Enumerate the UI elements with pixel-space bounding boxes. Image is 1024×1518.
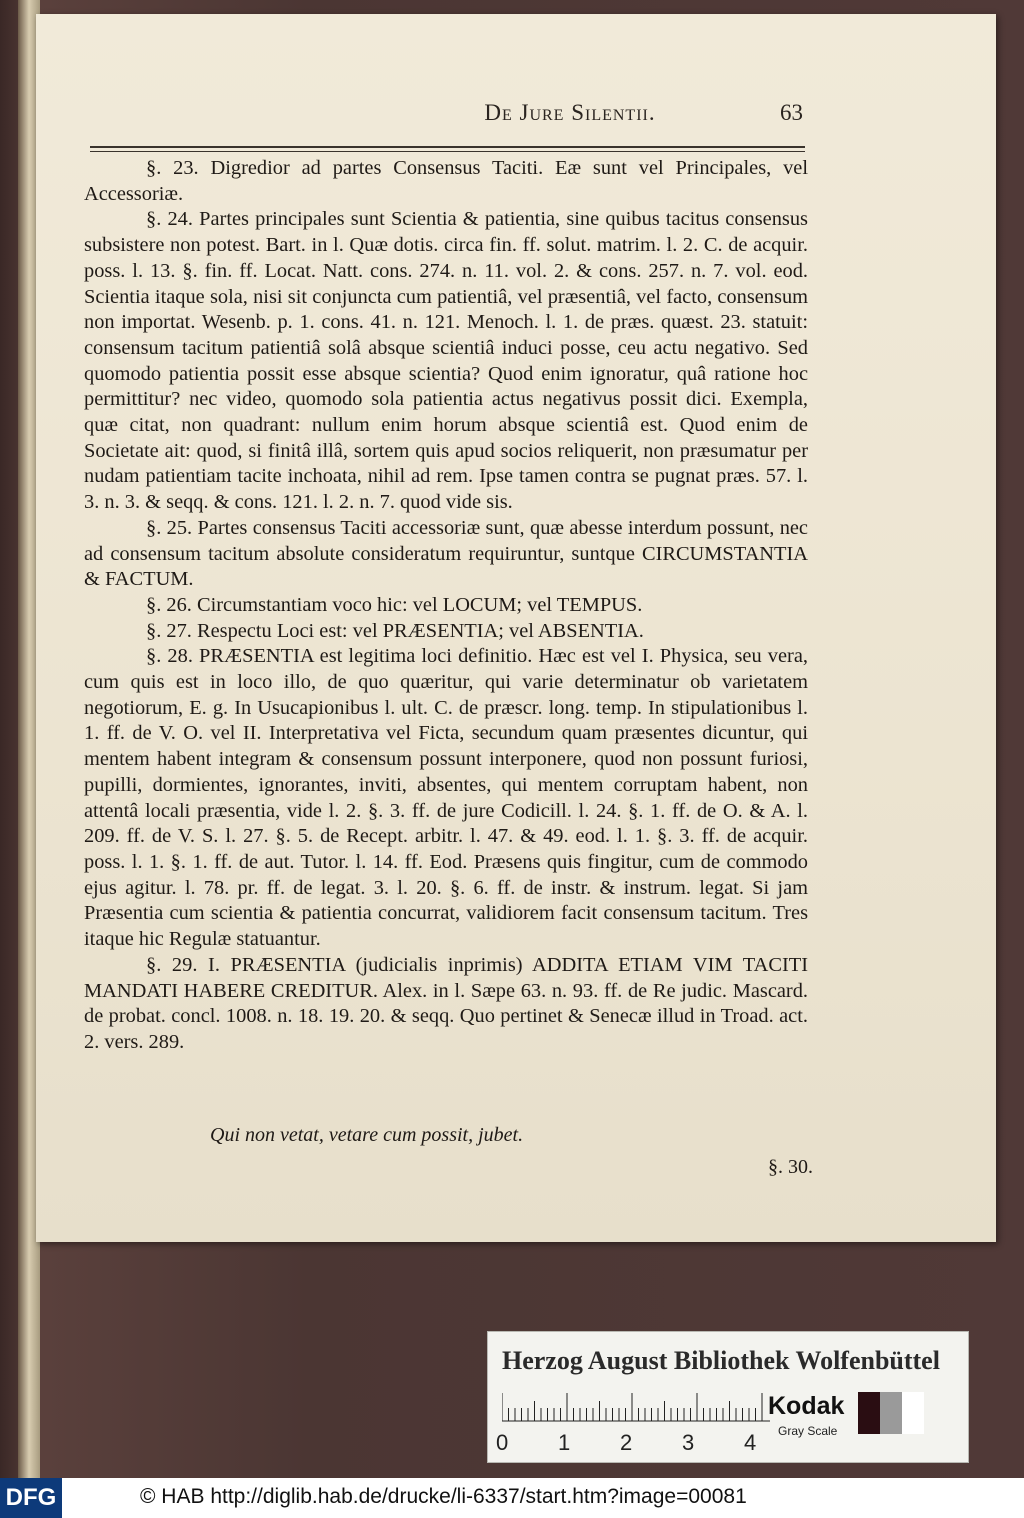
- gray-scale-label: Gray Scale: [778, 1424, 838, 1438]
- paragraph-29: §. 29. I. PRÆSENTIA (judicialis inprimis) ADDITA ETIAM VIM TACITI MANDATI HABERE CREDITUR. Alex. in l. Sæpe 63. n. 93. ff. de Re judic. Mascard. de probat. concl. 1008. n. 18. 19. 20. & seqq. Quo pertinet & Senecæ illud in Troad. act. 2. vers. 289.: [84, 953, 808, 1053]
- paragraph-25: §. 25. Partes consensus Taciti accessoriæ sunt, quæ abesse interdum possunt, nec ad consensum tacitum absolute consideratum requiruntur, suntque CIRCUMSTANTIA & FACTUM.: [84, 516, 808, 591]
- paragraph-24: §. 24. Partes principales sunt Scientia & patientia, sine quibus tacitus consensus subsistere non potest. Bart. in l. Quæ dotis. circa fin. ff. solut. matrim. l. 2. C. de acquir. poss. l. 13. §. fin. ff. Locat. Natt. cons. 274. n. 11. vol. 2. & cons. 257. n. 7. vol. eod. Scientia itaque sola, nisi sit conjuncta cum patientiâ, vel præsentiâ, vel facto, consensum non importat. Wesenb. p. 1. cons. 41. n. 121. Menoch. l. 1. de præs. quæst. 23. statuit: consensum tacitum patientiâ solâ absque scientiâ induci posse, ceu actu negativo. Sed quomodo patientia possit esse absque scientia? Quod enim ignoratur, quâ ratione hoc permittitur? nec video, quomodo sola patientia actus negativus possit dici. Exempla, quæ citat, non quadrant: nullum enim horum absque scientiâ est. Quod enim de Societate ait: quod, si finitâ illâ, sortem quis apud socios reliquerit, non præsumatur per nudam patientiam tacite inchoata, nihil ad rem. Ipse tamen contra se pugnat præs. 57. l. 3. n. 3. & seqq. & cons. 121. l. 2. n. 7. quod vide sis.: [84, 208, 808, 514]
- header-rule: [90, 146, 805, 152]
- swatch-white: [902, 1392, 924, 1434]
- ruler-number: 4: [744, 1430, 757, 1455]
- page-number: 63: [780, 100, 803, 125]
- dfg-logo: DFG: [0, 1478, 62, 1518]
- paragraph-28: §. 28. PRÆSENTIA est legitima loci definitio. Hæc est vel I. Physica, seu vera, cum quis est in loco illo, de quo quæritur, qui varie determinatur ob varietatem negotiorum, E. g. In Usucapionibus l. ult. C. de præscr. long. temp. In stipulationibus l. 1. ff. de V. O. vel II. Interpretativa vel Ficta, secundum quam præsentes dicuntur, qui mentem habent integram & consensum possunt interponere, quod non possunt furiosi, pupilli, dormientes, ignorantes, inviti, absentes, qui mentem corruptam habent, non attentâ locali præsentia, vide l. 2. §. 3. ff. de jure Codicill. l. 24. §. 1. ff. de O. & A. l. 209. ff. de V. S. l. 27. §. 5. de Recept. arbitr. l. 47. & 49. eod. l. 1. §. 3. ff. de acquir. poss. l. 1. §. 1. ff. de aut. Tutor. l. 14. ff. Eod. Præsens quis fingitur, cum de commodo ejus agitur. l. 78. pr. ff. de legat. 3. l. 20. §. 6. ff. de instr. & instrum. legat. Si jam Præsentia cum scientia & patientia concurrat, validiorem facit consensum tacitum. Tres itaque hic Regulæ statuantur.: [84, 645, 808, 951]
- ruler-number: 0: [496, 1430, 509, 1455]
- running-head: De Jure Silentii.: [484, 100, 656, 125]
- gray-scale-swatches: [858, 1392, 924, 1434]
- ruler-number: 1: [558, 1430, 571, 1455]
- ruler-number: 3: [682, 1430, 695, 1455]
- verse-quote: Qui non vetat, vetare cum possit, jubet.: [210, 1124, 524, 1146]
- kodak-logo: Kodak: [768, 1392, 845, 1420]
- swatch-gray: [880, 1392, 902, 1434]
- ruler-number: 2: [620, 1430, 633, 1455]
- paragraph-23: §. 23. Digredior ad partes Consensus Taciti. Eæ sunt vel Principales, vel Accessoriæ.: [84, 157, 808, 205]
- library-color-card: [487, 1331, 969, 1463]
- library-title: Herzog August Bibliothek Wolfenbüttel: [502, 1346, 940, 1375]
- footer-bar: [0, 1478, 1024, 1518]
- paragraph-26: §. 26. Circumstantiam voco hic: vel LOCUM; vel TEMPUS.: [146, 593, 643, 616]
- catchword: §. 30.: [768, 1156, 813, 1178]
- paragraph-27: §. 27. Respectu Loci est: vel PRÆSENTIA; vel ABSENTIA.: [146, 619, 644, 642]
- copyright-link[interactable]: © HAB http://diglib.hab.de/drucke/li-6337/start.htm?image=00081: [140, 1485, 747, 1508]
- body-text: [84, 156, 808, 1056]
- ruler-scale: [502, 1392, 770, 1422]
- swatch-dark: [858, 1392, 880, 1434]
